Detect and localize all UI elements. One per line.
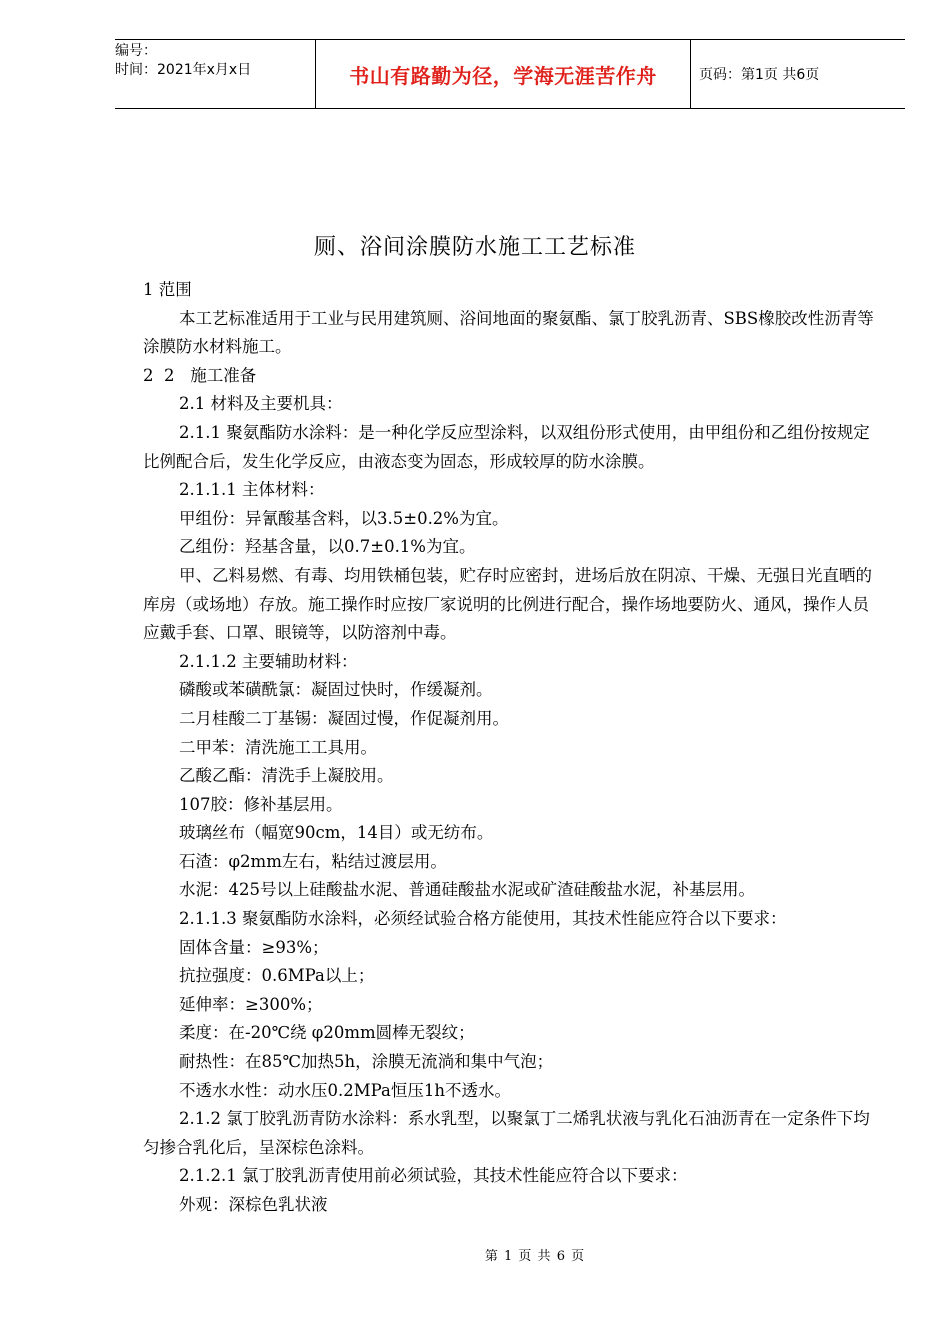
document-title: 厕、浴间涂膜防水施工工艺标准	[313, 235, 636, 260]
document-body	[143, 276, 875, 1220]
motto: 书山有路勤为径，学海无涯苦作舟	[349, 63, 657, 88]
list-item: 乙酸乙酯：清洗手上凝胶用。	[179, 766, 394, 786]
list-item: 抗拉强度：0.6MPa以上；	[179, 966, 375, 986]
list-item: 柔度：在-20℃绕 φ20mm圆棒无裂纹；	[179, 1023, 475, 1043]
page-header	[115, 39, 905, 109]
list-item: 固体含量：≥93%；	[179, 937, 329, 957]
list-item: 石渣：φ2mm左右，粘结过渡层用。	[179, 851, 447, 871]
list-item: 乙组份：羟基含量，以0.7±0.1%为宜。	[179, 537, 476, 557]
paragraph: 2.1.1 聚氨酯防水涂料：是一种化学反应型涂料，以双组份形式使用，由甲组份和乙组份按规定比例配合后，发生化学反应，由液态变为固态，形成较厚的防水涂膜。	[143, 422, 870, 471]
section-heading: 2 2 施工准备	[143, 365, 257, 385]
time-label: 时间：2021年x月x日	[115, 62, 252, 78]
list-item: 107胶：修补基层用。	[179, 794, 343, 814]
number-label: 编号：	[115, 43, 157, 59]
list-item: 二甲苯：清洗施工工具用。	[179, 737, 377, 757]
list-item: 耐热性：在85℃加热5h，涂膜无流淌和集中气泡；	[179, 1052, 554, 1072]
subsection-heading: 2.1 材料及主要机具：	[179, 394, 343, 414]
paragraph: 本工艺标准适用于工业与民用建筑厕、浴间地面的聚氨酯、氯丁胶乳沥青、SBS橡胶改性沥青等涂膜防水材料施工。	[143, 308, 874, 357]
list-item: 不透水水性：动水压0.2MPa恒压1h不透水。	[179, 1080, 511, 1100]
list-item: 水泥：425号以上硅酸盐水泥、普通硅酸盐水泥或矿渣硅酸盐水泥，补基层用。	[179, 880, 755, 900]
list-item: 延伸率：≥300%；	[179, 994, 323, 1014]
paragraph: 甲、乙料易燃、有毒、均用铁桶包装，贮存时应密封，进场后放在阴凉、干燥、无强日光直晒的库房（或场地）存放。施工操作时应按厂家说明的比例进行配合，操作场地要防火、通风，操作人员应戴手套、口罩、眼镜等，以防溶剂中毒。	[143, 565, 872, 643]
subsection-heading: 2.1.2.1 氯丁胶乳沥青使用前必须试验，其技术性能应符合以下要求：	[179, 1166, 688, 1186]
list-item: 甲组份：异氰酸基含料，以3.5±0.2%为宜。	[179, 508, 509, 528]
page-info: 页码：第1页 共6页	[699, 67, 820, 83]
list-item: 玻璃丝布（幅宽90cm，14目）或无纺布。	[179, 823, 494, 843]
header-page-info	[691, 40, 913, 108]
header-motto-cell	[315, 40, 691, 108]
list-item: 外观：深棕色乳状液	[179, 1195, 328, 1214]
list-item: 磷酸或苯磺酰氯：凝固过快时，作缓凝剂。	[179, 680, 493, 700]
subsection-heading: 2.1.1.3 聚氨酯防水涂料，必须经试验合格方能使用，其技术性能应符合以下要求：	[179, 909, 787, 929]
section-heading: 1 范围	[143, 280, 192, 299]
subsection-heading: 2.1.1.1 主体材料：	[179, 480, 325, 500]
paragraph: 2.1.2 氯丁胶乳沥青防水涂料：系水乳型，以聚氯丁二烯乳状液与乳化石油沥青在一定条件下均匀掺合乳化后，呈深棕色涂料。	[143, 1109, 870, 1157]
list-item: 二月桂酸二丁基锡：凝固过慢，作促凝剂用。	[179, 708, 509, 728]
page-footer: 第 1 页 共 6 页	[484, 1249, 586, 1264]
header-meta	[115, 40, 315, 110]
subsection-heading: 2.1.1.2 主要辅助材料：	[179, 651, 358, 671]
